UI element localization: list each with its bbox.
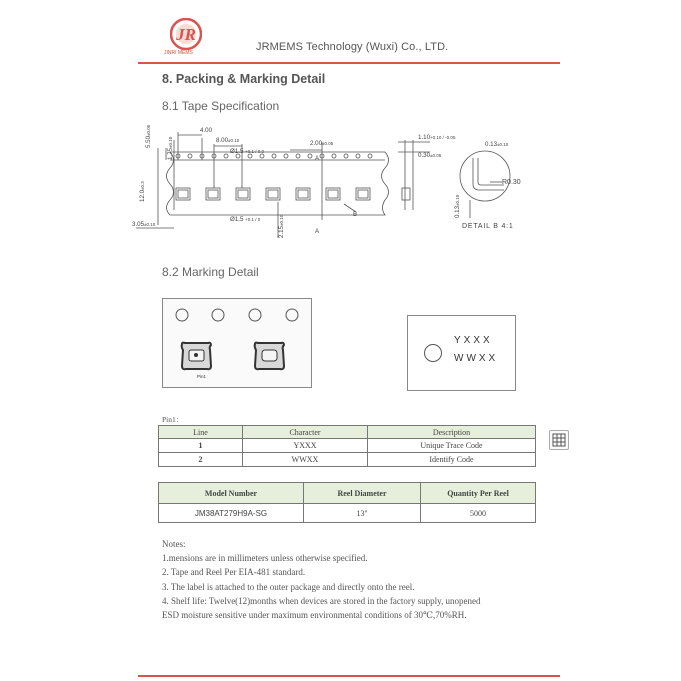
- col-header-character: Character: [243, 426, 368, 439]
- dim-5-50-tol: ±0.05: [146, 124, 151, 136]
- detail-b-caption: DETAIL B 4:1: [462, 223, 514, 230]
- marked-device-2: [255, 343, 284, 370]
- dim-2-15-tol: ±0.10: [279, 214, 284, 226]
- svg-text:8.00±0.10: [216, 137, 240, 144]
- dim-0-13-v-tol: ±0.10: [455, 194, 460, 206]
- dim-2-15: 2.15: [278, 225, 285, 238]
- col-header-description: Description: [368, 426, 536, 439]
- dim-3-05-tol: ±0.10: [144, 222, 156, 227]
- svg-text:1.75±0.10: [167, 136, 174, 160]
- col-header-model: Model Number: [159, 483, 304, 504]
- tape-spec-title: 8.1 Tape Specification: [162, 99, 280, 113]
- detail-b-circle: [460, 151, 510, 201]
- svg-text:0.13±0.10: [485, 141, 509, 148]
- dim-0-13: 0.13: [485, 141, 498, 148]
- col-header-quantity: Quantity Per Reel: [421, 483, 536, 504]
- pin1-marker-label: Pin1: [197, 374, 207, 379]
- table-row: [159, 439, 536, 453]
- logo-letters: JR: [176, 25, 196, 44]
- dim-0-30-tol: ±0.05: [430, 153, 442, 158]
- notes-block: [162, 537, 481, 622]
- col-header-reel-diameter: Reel Diameter: [304, 483, 421, 504]
- header-divider: [138, 62, 560, 64]
- dim-3-05: 3.05: [132, 221, 145, 228]
- tape-specification-drawing: [130, 120, 550, 240]
- marking-detail-title: 8.2 Marking Detail: [162, 265, 259, 279]
- table-row: [159, 453, 536, 467]
- marked-device-1: [182, 343, 211, 370]
- marking-line-1: YXXX: [454, 335, 493, 346]
- marking-code-table: [158, 425, 536, 467]
- dim-8-00-tol: ±0.10: [228, 138, 240, 143]
- svg-text:1.10+0.10 / -0.05: [418, 134, 456, 141]
- cell-line: 2: [159, 453, 243, 467]
- dim-12-0: 12.0: [139, 189, 146, 202]
- table-header-row: [159, 426, 536, 439]
- col-header-line: Line: [159, 426, 243, 439]
- tape-side-pocket: [402, 188, 410, 200]
- svg-text:0.13±0.10: [454, 194, 461, 218]
- cell-character: YXXX: [243, 439, 368, 453]
- note-item: ESD moisture sensitive under maximum environmental conditions of 30℃,70%RH.: [162, 610, 467, 621]
- dim-5-50: 5.50: [145, 135, 152, 148]
- company-name: JRMEMS Technology (Wuxi) Co., LTD.: [256, 41, 449, 53]
- dim-2-00-tol: ±0.05: [322, 141, 334, 146]
- svg-text:12.0±0.3: [139, 181, 146, 202]
- note-item: 1.mensions are in millimeters unless otherwise specified.: [162, 553, 368, 564]
- dim-hole-dia: Ø1.5: [230, 148, 244, 155]
- dim-0-13-tol: ±0.10: [497, 142, 509, 147]
- cell-quantity: 5000: [421, 504, 536, 523]
- sprocket-holes: [176, 154, 372, 158]
- section-a-bottom: A: [315, 228, 320, 235]
- detail-b-label: B: [353, 211, 358, 218]
- section-a-top: A: [315, 155, 320, 162]
- dim-r0-30: R0.30: [502, 179, 521, 186]
- cell-reel-diameter: 13'': [304, 504, 421, 523]
- table-row: [159, 504, 536, 523]
- marking-line-2: WWXX: [454, 353, 499, 364]
- logo-text: JINRI MEMS: [164, 50, 193, 56]
- marking-top-view: [407, 315, 516, 391]
- svg-text:0.30±0.05: [418, 152, 442, 159]
- dim-12-0-tol: ±0.3: [140, 181, 145, 190]
- cell-model-number: JM38AT279H9A-SG: [159, 504, 304, 523]
- cell-line: 1: [159, 439, 243, 453]
- company-logo: [170, 18, 202, 50]
- dim-0-30: 0.30: [418, 152, 431, 159]
- tape-outline: [167, 152, 389, 215]
- dim-1-10-tol: +0.10 / -0.05: [430, 135, 456, 140]
- svg-text:3.05±0.10: [132, 221, 156, 228]
- svg-text:Ø1.5 +0.1 / 0: [230, 216, 261, 223]
- table-scan-icon[interactable]: [549, 430, 569, 450]
- dim-1-75-tol: ±0.10: [168, 136, 173, 148]
- svg-text:2.15±0.10: [278, 214, 285, 238]
- svg-text:Ø1.5 +0.1 / 0.0: [230, 148, 265, 155]
- cell-character: WWXX: [243, 453, 368, 467]
- dim-8-00: 8.00: [216, 137, 229, 144]
- note-item: 2. Tape and Reel Per EIA-481 standard.: [162, 567, 306, 578]
- svg-text:2.00±0.05: [310, 140, 334, 147]
- dim-hole-dia-tol: +0.1 / 0.0: [245, 149, 265, 154]
- footer-divider: [138, 675, 560, 677]
- reel-info-table: [158, 482, 536, 523]
- dim-1-75: 1.75: [167, 147, 174, 160]
- note-item: 3. The label is attached to the outer package and directly onto the reel.: [162, 581, 415, 592]
- note-item: 4. Shelf life: Twelve(12)months when devices are stored in the factory supply, unopened: [162, 595, 481, 606]
- dim-pocket-hole-tol: +0.1 / 0: [245, 217, 261, 222]
- dim-2-00: 2.00: [310, 140, 323, 147]
- pin1-dot: [424, 344, 442, 362]
- logo-icon: [170, 18, 202, 50]
- notes-title: Notes:: [162, 539, 186, 549]
- cell-description: Unique Trace Code: [368, 439, 536, 453]
- marking-tape-drawing: [162, 298, 312, 388]
- dim-1-10: 1.10: [418, 134, 431, 141]
- svg-text:5.50±0.05: [145, 124, 152, 148]
- dim-4-00: 4.00: [200, 127, 213, 134]
- grid-icon: [550, 431, 568, 449]
- dim-0-13-v: 0.13: [454, 205, 461, 218]
- dim-pocket-hole: Ø1.5: [230, 216, 244, 223]
- cell-description: Identify Code: [368, 453, 536, 467]
- tape-pockets: [176, 188, 370, 200]
- table-header-row: [159, 483, 536, 504]
- pin1-caption: Pin1：: [162, 415, 184, 424]
- section-title: 8. Packing & Marking Detail: [162, 72, 326, 86]
